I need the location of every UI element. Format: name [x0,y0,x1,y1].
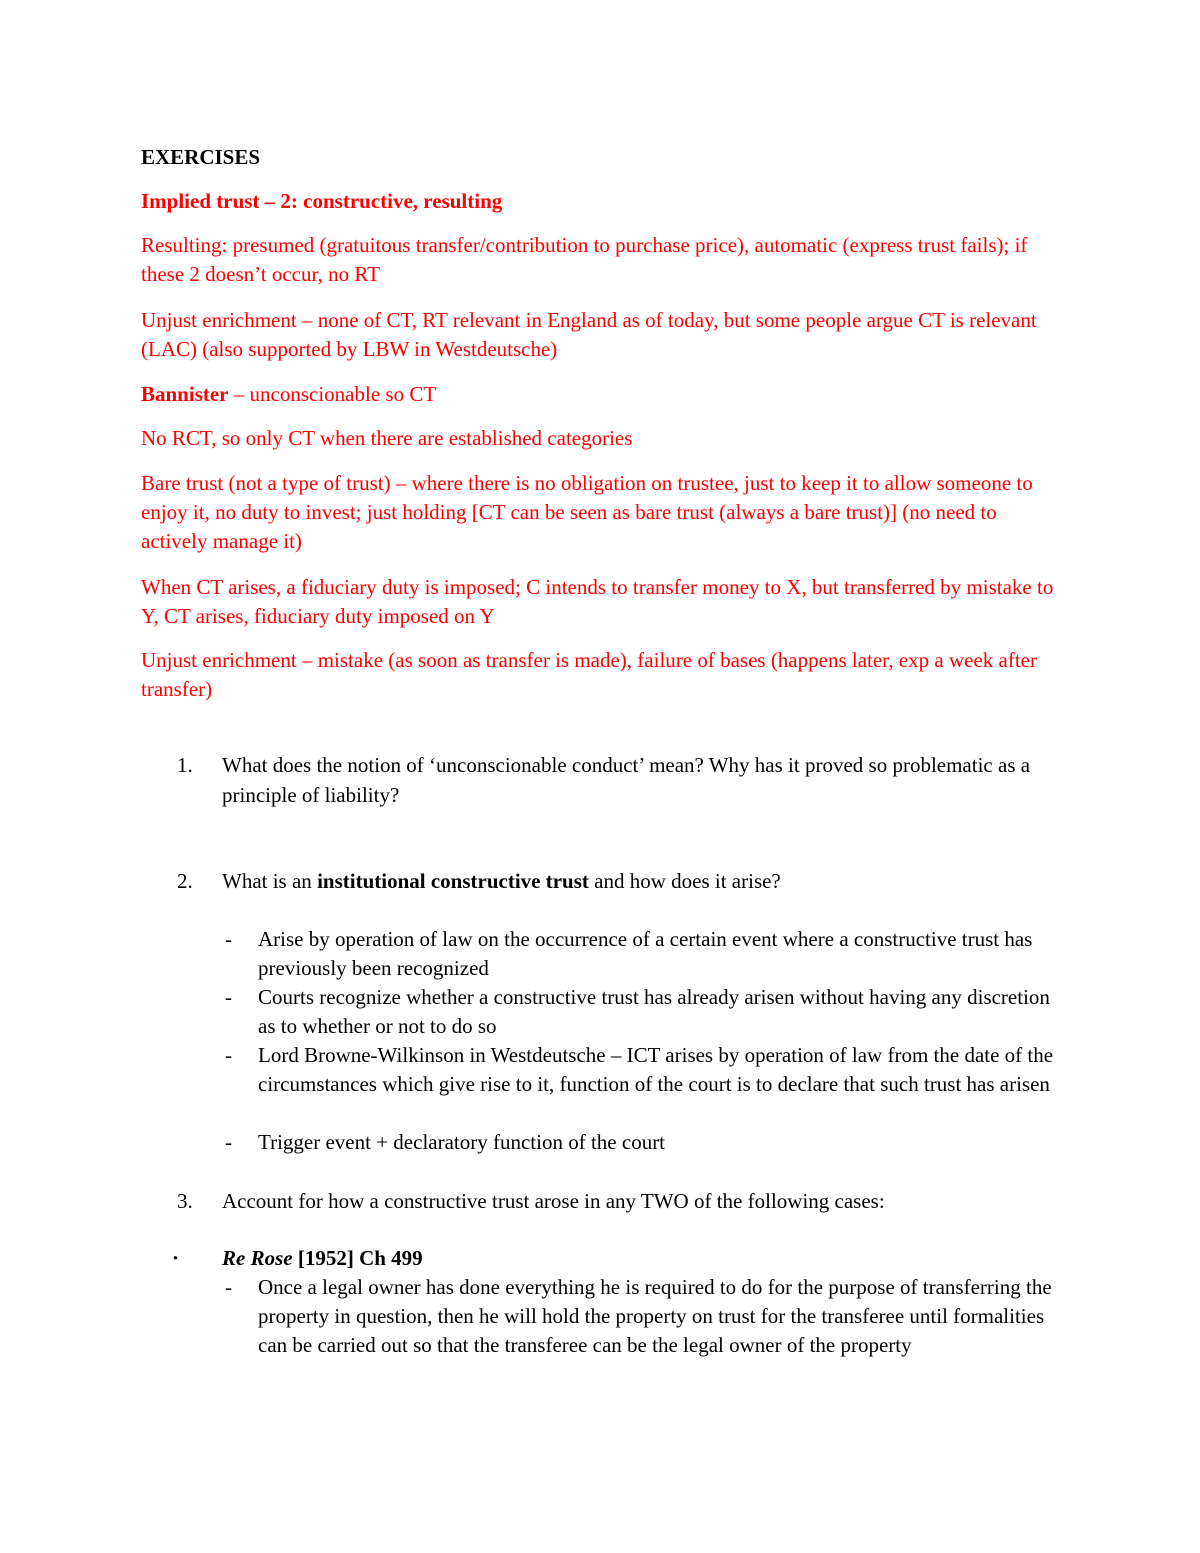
question-2-number: 2. [177,869,193,893]
note-unjust-enrichment-1: Unjust enrichment – none of CT, RT relevant in England as of today, but some people argue CT is relevant (LAC) (also supported by LBW in Westdeutsche) [141,308,1037,361]
question-1-text: What does the notion of ‘unconscionable conduct’ mean? Why has it proved so problematic as a principle of liability? [222,753,1031,807]
topic-heading: Implied trust – 2: constructive, resulting [141,189,503,213]
question-2-text [222,866,1062,896]
page-heading: EXERCISES [141,145,261,169]
question-2-post: and how does it arise? [588,869,781,893]
note-bare-trust: Bare trust (not a type of trust) – where there is no obligation on trustee, just to keep it to allow someone to enjoy it, no duty to invest; just holding [CT can be seen as bare trust (always a bare trust)] (no need to actively manage it) [141,471,1033,553]
dash-marker: - [225,927,232,951]
case-name: Re Rose [222,1246,293,1270]
question-2-bullet: Trigger event + declaratory function of the court [258,1130,666,1154]
question-1-number: 1. [177,753,193,777]
dash-marker: - [225,985,232,1009]
question-2-bullet: Lord Browne-Wilkinson in Westdeutsche – ICT arises by operation of law from the date of the circumstances which give rise to it, function of the court is to declare that such trust has arisen [258,1043,1054,1096]
dot-marker: · [172,1246,180,1270]
question-2-bullet: Arise by operation of law on the occurrence of a certain event where a constructive trust has previously been recognized [258,927,1033,980]
case-bullet: Once a legal owner has done everything he is required to do for the purpose of transferring the property in question, then he will hold the property on trust for the transferee until formalities can be carried out so that the transferee can be the legal owner of the property [258,1275,1052,1357]
question-2-term: institutional constructive trust [317,869,589,893]
dash-marker: - [225,1130,232,1154]
question-2-bullet: Courts recognize whether a constructive trust has already arisen without having any discretion as to whether or not to do so [258,985,1050,1038]
note-resulting: Resulting: presumed (gratuitous transfer/contribution to purchase price), automatic (express trust fails); if these 2 doesn’t occur, no RT [141,233,1028,286]
note-unjust-enrichment-2: Unjust enrichment – mistake (as soon as transfer is made), failure of bases (happens later, exp a week after transfer) [141,648,1037,701]
note-bannister [141,380,1061,409]
question-3-number: 3. [177,1189,193,1213]
question-2-pre: What is an [222,869,318,893]
note-fiduciary: When CT arises, a fiduciary duty is imposed; C intends to transfer money to X, but transferred by mistake to Y, CT arises, fiduciary duty imposed on Y [141,575,1054,628]
dash-marker: - [225,1275,232,1299]
bannister-rest: – unconscionable so CT [228,382,437,406]
note-no-rct: No RCT, so only CT when there are established categories [141,426,633,450]
case-citation: [1952] Ch 499 [292,1246,423,1270]
case-heading-re-rose [222,1243,1062,1273]
bannister-name: Bannister [141,382,229,406]
question-3-text: Account for how a constructive trust arose in any TWO of the following cases: [222,1189,885,1213]
dash-marker: - [225,1043,232,1067]
